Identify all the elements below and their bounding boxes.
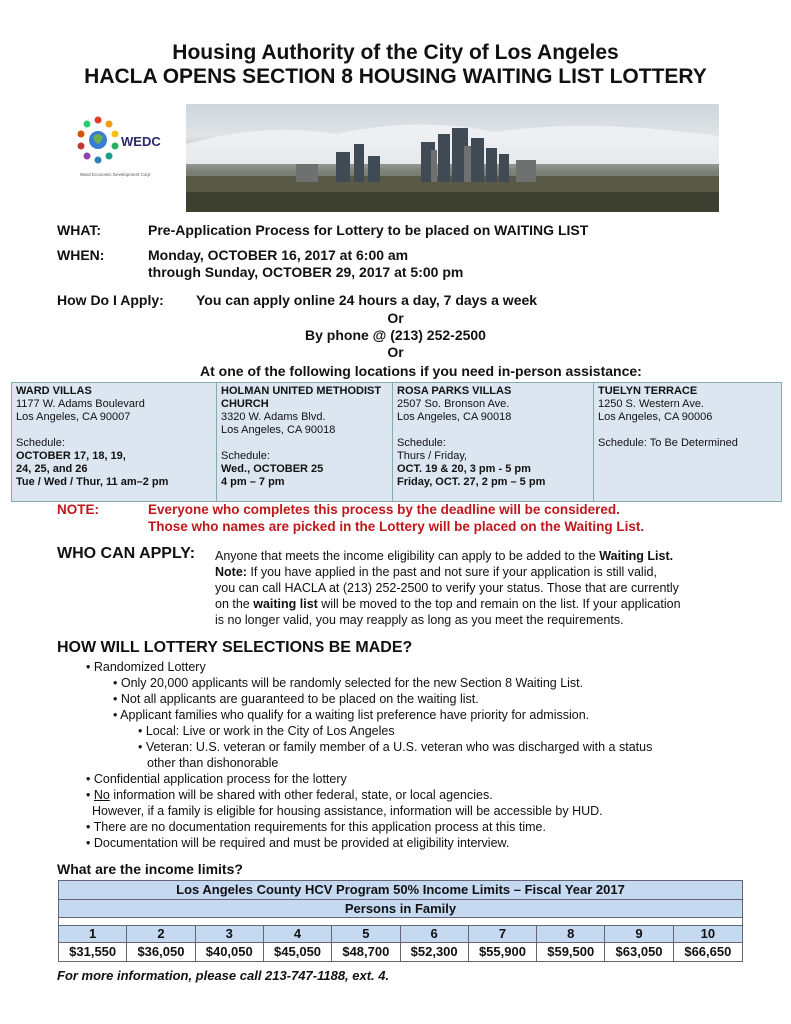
persons-cell: 10 — [674, 926, 742, 943]
logo-subtitle: Ward Economic Development Corp — [80, 172, 151, 177]
location-schedule: Friday, OCT. 27, 2 pm – 5 pm — [397, 476, 546, 488]
location-rosa-parks-villas — [393, 383, 594, 501]
persons-cell: 1 — [59, 926, 127, 943]
header-line-2: HACLA OPENS SECTION 8 HOUSING WAITING LIST LOTTERY — [84, 65, 707, 88]
persons-cell: 2 — [127, 926, 195, 943]
limit-cell: $59,500 — [537, 943, 605, 961]
location-schedule: OCT. 19 & 20, 3 pm - 5 pm — [397, 463, 531, 475]
logo-name: WEDC — [121, 134, 161, 149]
list-item: • Documentation will be required and must be provided at eligibility interview. — [86, 836, 510, 850]
location-schedule: 4 pm – 7 pm — [221, 476, 285, 488]
persons-row — [59, 926, 742, 943]
who-line-4: on the — [215, 597, 254, 611]
apply-or-1: Or — [387, 310, 404, 326]
location-city: Los Angeles, CA 90018 — [221, 424, 336, 436]
persons-cell: 7 — [469, 926, 537, 943]
what-label: WHAT: — [57, 222, 102, 238]
locations-table — [11, 382, 782, 502]
location-schedule-label: Schedule: — [221, 450, 270, 462]
location-tuelyn-terrace — [594, 383, 781, 501]
limit-cell: $66,650 — [684, 944, 732, 959]
persons-cell: 8 — [537, 926, 605, 943]
limit-cell: $40,050 — [196, 943, 264, 961]
location-schedule-label: Schedule: — [16, 437, 65, 449]
limit-cell: $63,050 — [605, 943, 673, 961]
income-question: What are the income limits? — [57, 861, 243, 877]
persons-cell: 3 — [196, 926, 264, 943]
location-schedule: OCTOBER 17, 18, 19, — [16, 450, 126, 462]
apply-phone: By phone @ (213) 252-2500 — [305, 327, 486, 343]
location-city: Los Angeles, CA 90018 — [397, 411, 512, 423]
apply-or-2: Or — [387, 344, 404, 360]
income-table-title: Los Angeles County HCV Program 50% Income Limits – Fiscal Year 2017 — [59, 881, 742, 900]
location-ward-villas — [12, 383, 217, 501]
who-line-4-rest: will be moved to the top and remain on the list. If your application — [317, 597, 681, 611]
location-schedule: Tue / Wed / Thur, 11 am–2 pm — [16, 476, 169, 488]
selections-heading: HOW WILL LOTTERY SELECTIONS BE MADE? — [57, 639, 413, 656]
note-line-1: Everyone who completes this process by the deadline will be considered. — [148, 502, 620, 517]
who-line-5: is no longer valid, you may reapply as long as you meet the requirements. — [215, 613, 624, 627]
limit-cell: $31,550 — [59, 943, 127, 961]
list-item: • Applicant families who qualify for a waiting list preference have priority for admission. — [113, 708, 590, 722]
limit-cell: $55,900 — [469, 943, 537, 961]
note-label: NOTE: — [57, 502, 99, 517]
limit-cell: $48,700 — [332, 943, 400, 961]
location-schedule-label: Schedule: — [397, 437, 446, 449]
location-name: TUELYN TERRACE — [598, 385, 698, 397]
when-line-1: Monday, OCTOBER 16, 2017 at 6:00 am — [148, 247, 409, 263]
location-name: WARD VILLAS — [16, 385, 92, 397]
location-schedule-label: Schedule: To Be Determined — [598, 437, 738, 449]
list-item: • Randomized Lottery — [86, 660, 206, 674]
apply-online: You can apply online 24 hours a day, 7 days a week — [196, 292, 538, 308]
who-line-3: you can call HACLA at (213) 252-2500 to verify your status. Those that are currently — [215, 581, 679, 595]
note-line-2: Those who names are picked in the Lottery will be placed on the Waiting List. — [148, 519, 645, 534]
location-address: 1177 W. Adams Boulevard — [16, 398, 145, 410]
who-line-1: Anyone that meets the income eligibility can apply to be added to the — [215, 549, 600, 563]
list-item: • No information will be shared with other federal, state, or local agencies. — [86, 788, 493, 802]
location-name: ROSA PARKS VILLAS — [397, 385, 512, 397]
header-line-1: Housing Authority of the City of Los Angeles — [172, 41, 619, 64]
list-item: • Not all applicants are guaranteed to be placed on the waiting list. — [113, 692, 479, 706]
location-address: 3320 W. Adams Blvd. — [221, 411, 326, 423]
apply-locations-intro: At one of the following locations if you need in-person assistance: — [200, 363, 642, 379]
persons-cell: 6 — [401, 926, 469, 943]
income-table-subtitle: Persons in Family — [59, 900, 742, 918]
list-item: • There are no documentation requirements for this application process at this time. — [86, 820, 546, 834]
limit-cell: $45,050 — [264, 943, 332, 961]
list-item: However, if a family is eligible for housing assistance, information will be accessible by HUD. — [92, 804, 603, 818]
list-item: • Confidential application process for the lottery — [86, 772, 347, 786]
city-skyline-photo — [186, 104, 719, 212]
wedc-logo — [76, 114, 176, 184]
location-city: Los Angeles, CA 90007 — [16, 411, 131, 423]
who-line-1-bold: Waiting List. — [599, 549, 674, 563]
list-item: other than dishonorable — [147, 756, 279, 770]
limits-row — [59, 943, 742, 961]
apply-label: How Do I Apply: — [57, 292, 164, 308]
who-note-label: Note: — [215, 565, 247, 579]
persons-cell: 4 — [264, 926, 332, 943]
location-address: 2507 So. Bronson Ave. — [397, 398, 510, 410]
list-item: • Veteran: U.S. veteran or family member of a U.S. veteran who was discharged with a status — [138, 740, 653, 754]
list-item: • Local: Live or work in the City of Los Angeles — [138, 724, 395, 738]
who-text — [215, 548, 755, 628]
people-circle-icon — [76, 114, 120, 168]
list-item-text: information will be shared with other federal, state, or local agencies. — [113, 788, 493, 802]
location-address: 1250 S. Western Ave. — [598, 398, 704, 410]
limit-cell: $36,050 — [127, 943, 195, 961]
location-schedule-days: Thurs / Friday, — [397, 450, 468, 462]
location-schedule: 24, 25, and 26 — [16, 463, 88, 475]
who-line-2: If you have applied in the past and not sure if your application is still valid, — [246, 565, 657, 579]
list-item: • Only 20,000 applicants will be randomly selected for the new Section 8 Waiting List. — [113, 676, 584, 690]
who-label: WHO CAN APPLY: — [57, 545, 196, 562]
when-line-2: through Sunday, OCTOBER 29, 2017 at 5:00 pm — [148, 264, 464, 280]
what-text: Pre-Application Process for Lottery to be placed on WAITING LIST — [148, 222, 589, 238]
persons-cell: 5 — [332, 926, 400, 943]
location-holman-church — [217, 383, 393, 501]
footer-contact: For more information, please call 213-747-1188, ext. 4. — [57, 968, 390, 983]
persons-cell: 9 — [605, 926, 673, 943]
location-city: Los Angeles, CA 90006 — [598, 411, 713, 423]
when-label: WHEN: — [57, 247, 105, 263]
who-line-4-bold: waiting list — [253, 597, 318, 611]
income-limits-table — [58, 880, 743, 962]
no-word: No — [93, 788, 110, 802]
limit-cell: $52,300 — [401, 943, 469, 961]
location-name: HOLMAN UNITED METHODIST CHURCH — [221, 385, 382, 410]
location-schedule: Wed., OCTOBER 25 — [221, 463, 324, 475]
